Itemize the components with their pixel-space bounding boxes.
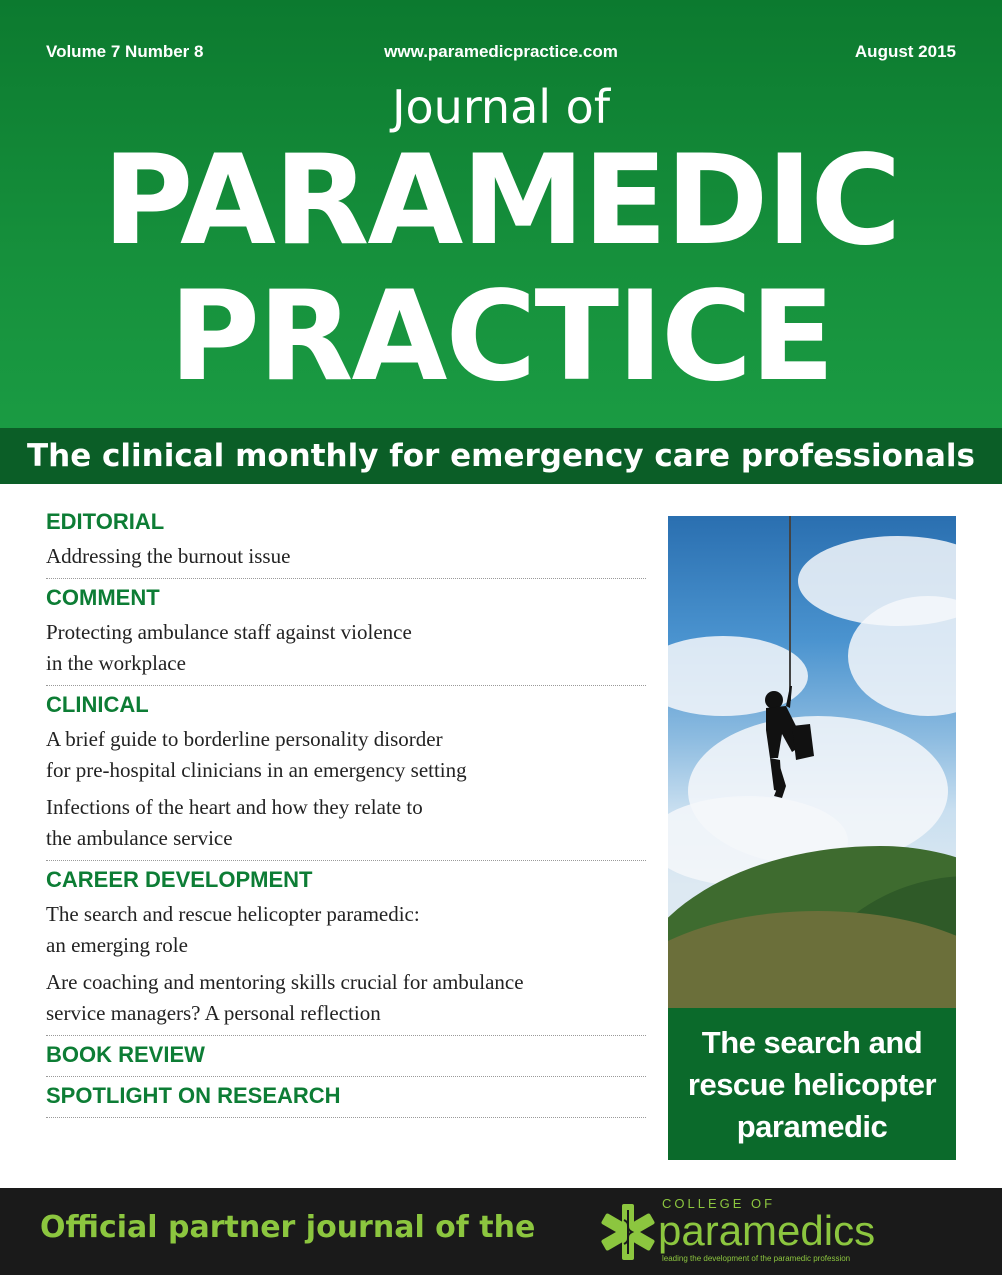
article-line: Infections of the heart and how they relate to [46,795,423,819]
article-borderline[interactable] [46,720,646,788]
paramedics-wordmark: paramedics [658,1207,876,1254]
issue-date: August 2015 [854,42,956,61]
paramedic-silhouette-icon [752,686,822,806]
article-line: A brief guide to borderline personality disorder [46,727,443,751]
section-book-review[interactable]: BOOK REVIEW [46,1042,205,1067]
section-editorial[interactable]: EDITORIAL [46,509,165,534]
article-line: service managers? A personal reflection [46,1001,381,1025]
article-line: in the workplace [46,651,186,675]
article-coaching[interactable] [46,963,646,1036]
section-career[interactable]: CAREER DEVELOPMENT [46,867,313,892]
footer-bar [0,1188,1002,1275]
article-violence[interactable] [46,613,646,686]
title-paramedic: PARAMEDIC [102,129,900,273]
issue-volume: Volume 7 Number 8 [46,42,204,61]
website-url[interactable]: www.paramedicpractice.com [384,42,618,61]
cover-feature-caption[interactable] [668,1008,956,1160]
cover-photo [668,516,956,1008]
section-comment[interactable]: COMMENT [46,585,160,610]
masthead [0,0,1002,428]
caption-line: paramedic [736,1109,888,1144]
logo-tagline: leading the development of the paramedic profession [662,1254,851,1263]
article-line: the ambulance service [46,826,233,850]
article-line: Protecting ambulance staff against violence [46,620,412,644]
divider [46,1111,646,1118]
college-of-label: COLLEGE OF [662,1196,776,1211]
winch-rope [789,516,791,701]
contents-list [46,503,646,1118]
caption-line: rescue helicopter [687,1067,937,1102]
article-line: an emerging role [46,933,188,957]
article-line: for pre-hospital clinicians in an emergency setting [46,758,467,782]
caption-line: The search and [701,1025,923,1060]
article-line: Addressing the burnout issue [46,544,291,568]
article-burnout[interactable] [46,537,646,579]
title-practice: PRACTICE [169,265,833,409]
star-of-life-icon [596,1200,660,1264]
valley [668,911,956,1008]
article-helicopter-paramedic[interactable] [46,895,646,963]
article-line: The search and rescue helicopter paramedic: [46,902,420,926]
section-spotlight[interactable]: SPOTLIGHT ON RESEARCH [46,1083,341,1108]
divider [46,1070,646,1077]
section-clinical[interactable]: CLINICAL [46,692,149,717]
article-line: Are coaching and mentoring skills crucial for ambulance [46,970,524,994]
article-heart-infections[interactable] [46,788,646,861]
journal-of-label: Journal of [391,80,611,134]
tagline: The clinical monthly for emergency care professionals [0,428,1002,484]
partner-text: Official partner journal of the [40,1210,536,1245]
